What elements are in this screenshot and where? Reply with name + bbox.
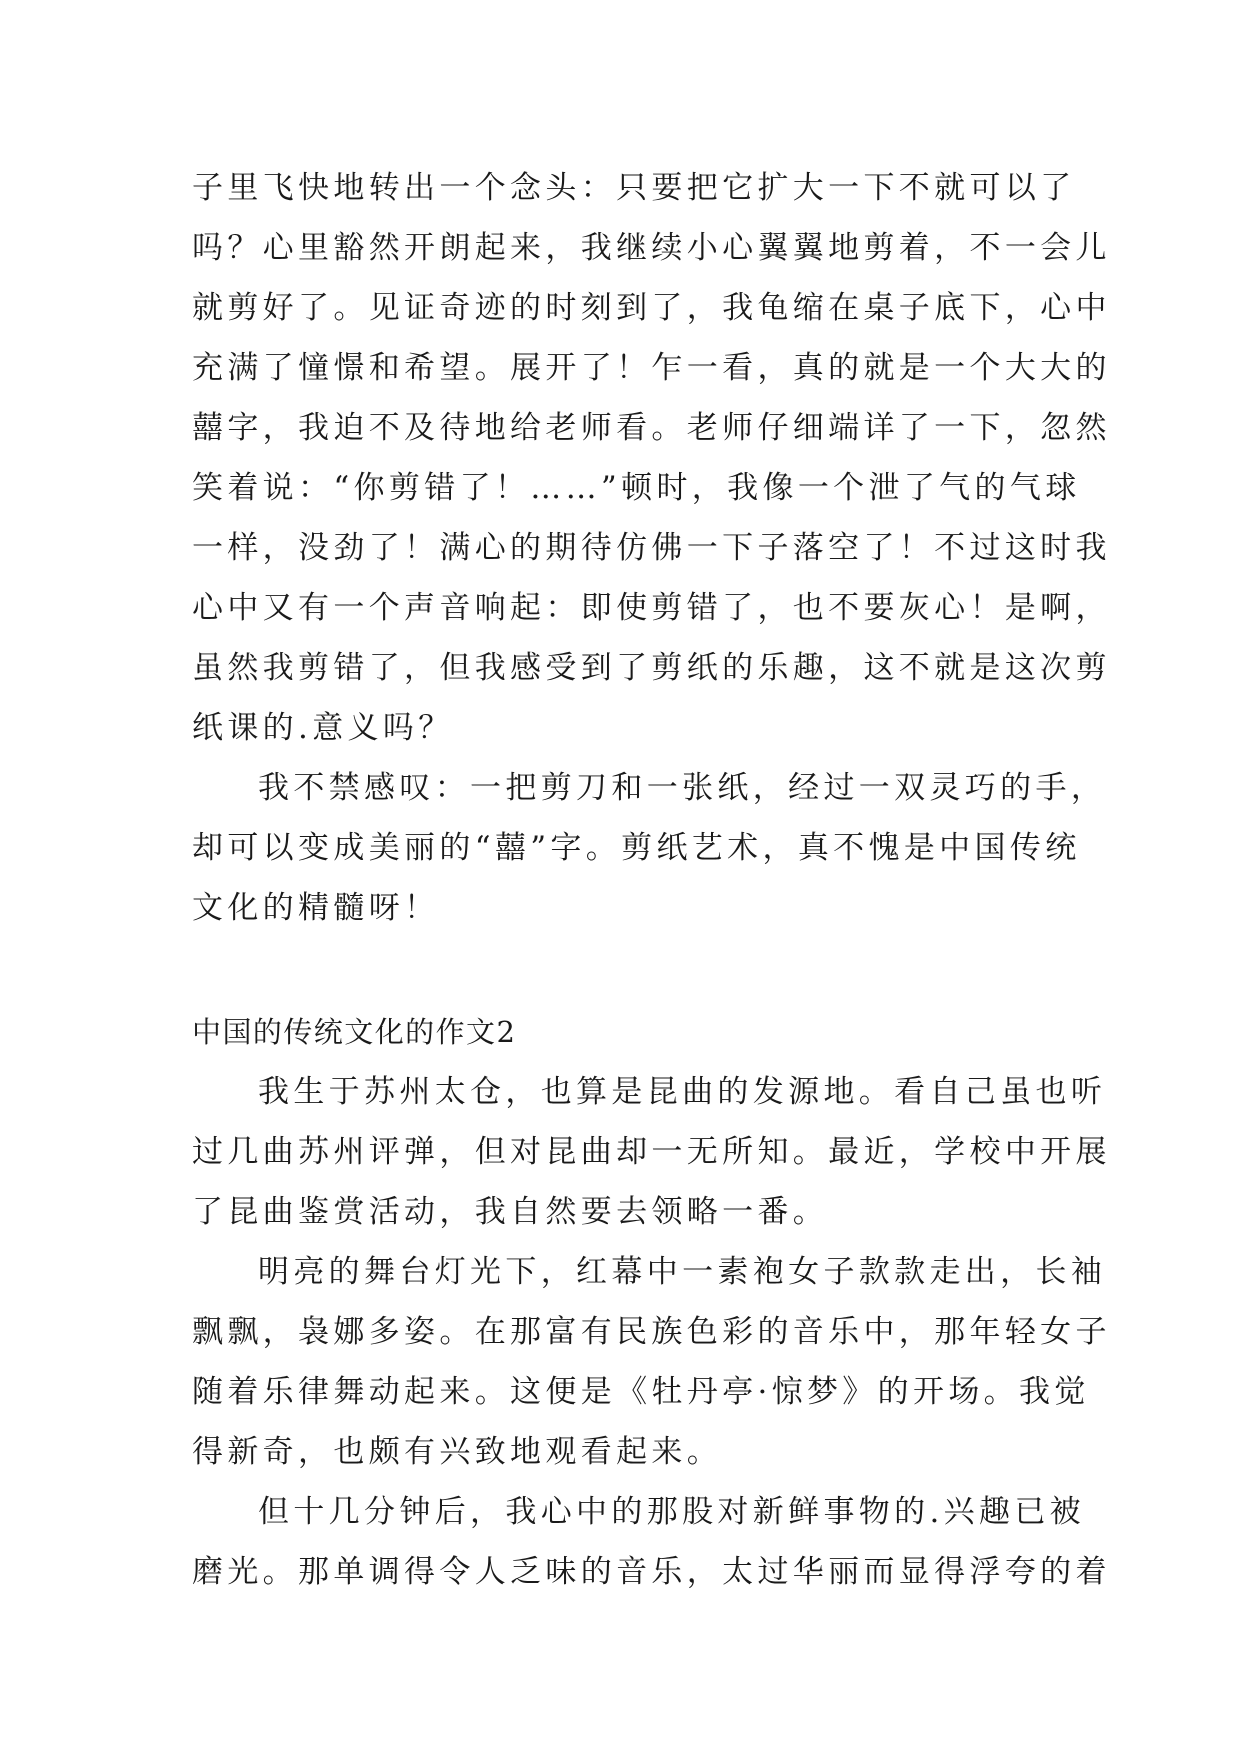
- text-line: 一样，没劲了！满心的期待仿佛一下子落空了！不过这时我: [192, 530, 1111, 566]
- essay2-paragraph-2: [192, 1242, 1111, 1482]
- text-line: 纸课的.意义吗？: [192, 710, 454, 746]
- text-line: 却可以变成美丽的“囍”字。剪纸艺术，真不愧是中国传统: [192, 830, 1081, 866]
- text-line: 子里飞快地转出一个念头：只要把它扩大一下不就可以了: [192, 170, 1076, 206]
- text-line: 充满了憧憬和希望。展开了！乍一看，真的就是一个大大的: [192, 350, 1111, 386]
- text-line: 虽然我剪错了，但我感受到了剪纸的乐趣，这不就是这次剪: [192, 650, 1111, 686]
- text-line: 笑着说：“你剪错了！……”顿时，我像一个泄了气的气球: [192, 470, 1081, 506]
- text-line: 过几曲苏州评弹，但对昆曲却一无所知。最近，学校中开展: [192, 1134, 1111, 1170]
- text-line: 心中又有一个声音响起：即使剪错了，也不要灰心！是啊，: [192, 590, 1111, 626]
- essay2-paragraph-3: [192, 1482, 1111, 1602]
- text-line: 磨光。那单调得令人乏味的音乐，太过华丽而显得浮夸的着: [192, 1554, 1111, 1590]
- essay2-title: 中国的传统文化的作文2: [192, 1015, 517, 1049]
- text-line: 明亮的舞台灯光下，红幕中一素袍女子款款走出，长袖: [258, 1254, 1107, 1290]
- document-body: [192, 158, 1111, 1602]
- text-line: 吗？心里豁然开朗起来，我继续小心翼翼地剪着，不一会儿: [192, 230, 1111, 266]
- text-line: 囍字，我迫不及待地给老师看。老师仔细端详了一下，忽然: [192, 410, 1111, 446]
- essay1-paragraph-tail: [192, 158, 1111, 758]
- text-line: 但十几分钟后，我心中的那股对新鲜事物的.兴趣已被: [258, 1494, 1086, 1530]
- text-line: 就剪好了。见证奇迹的时刻到了，我龟缩在桌子底下，心中: [192, 290, 1111, 326]
- text-line: 随着乐律舞动起来。这便是《牡丹亭·惊梦》的开场。我觉: [192, 1374, 1090, 1410]
- text-line: 了昆曲鉴赏活动，我自然要去领略一番。: [192, 1194, 829, 1230]
- text-line: 飘飘，袅娜多姿。在那富有民族色彩的音乐中，那年轻女子: [192, 1314, 1111, 1350]
- essay1-conclusion-paragraph: [192, 758, 1107, 938]
- essay2-paragraph-1: [192, 1062, 1111, 1242]
- text-line: 文化的精髓呀！: [192, 890, 440, 926]
- text-line: 我生于苏州太仓，也算是昆曲的发源地。看自己虽也听: [258, 1074, 1107, 1110]
- section-gap: [192, 938, 1060, 1002]
- text-line: 得新奇，也颇有兴致地观看起来。: [192, 1434, 723, 1470]
- text-line: 我不禁感叹：一把剪刀和一张纸，经过一双灵巧的手，: [258, 770, 1107, 806]
